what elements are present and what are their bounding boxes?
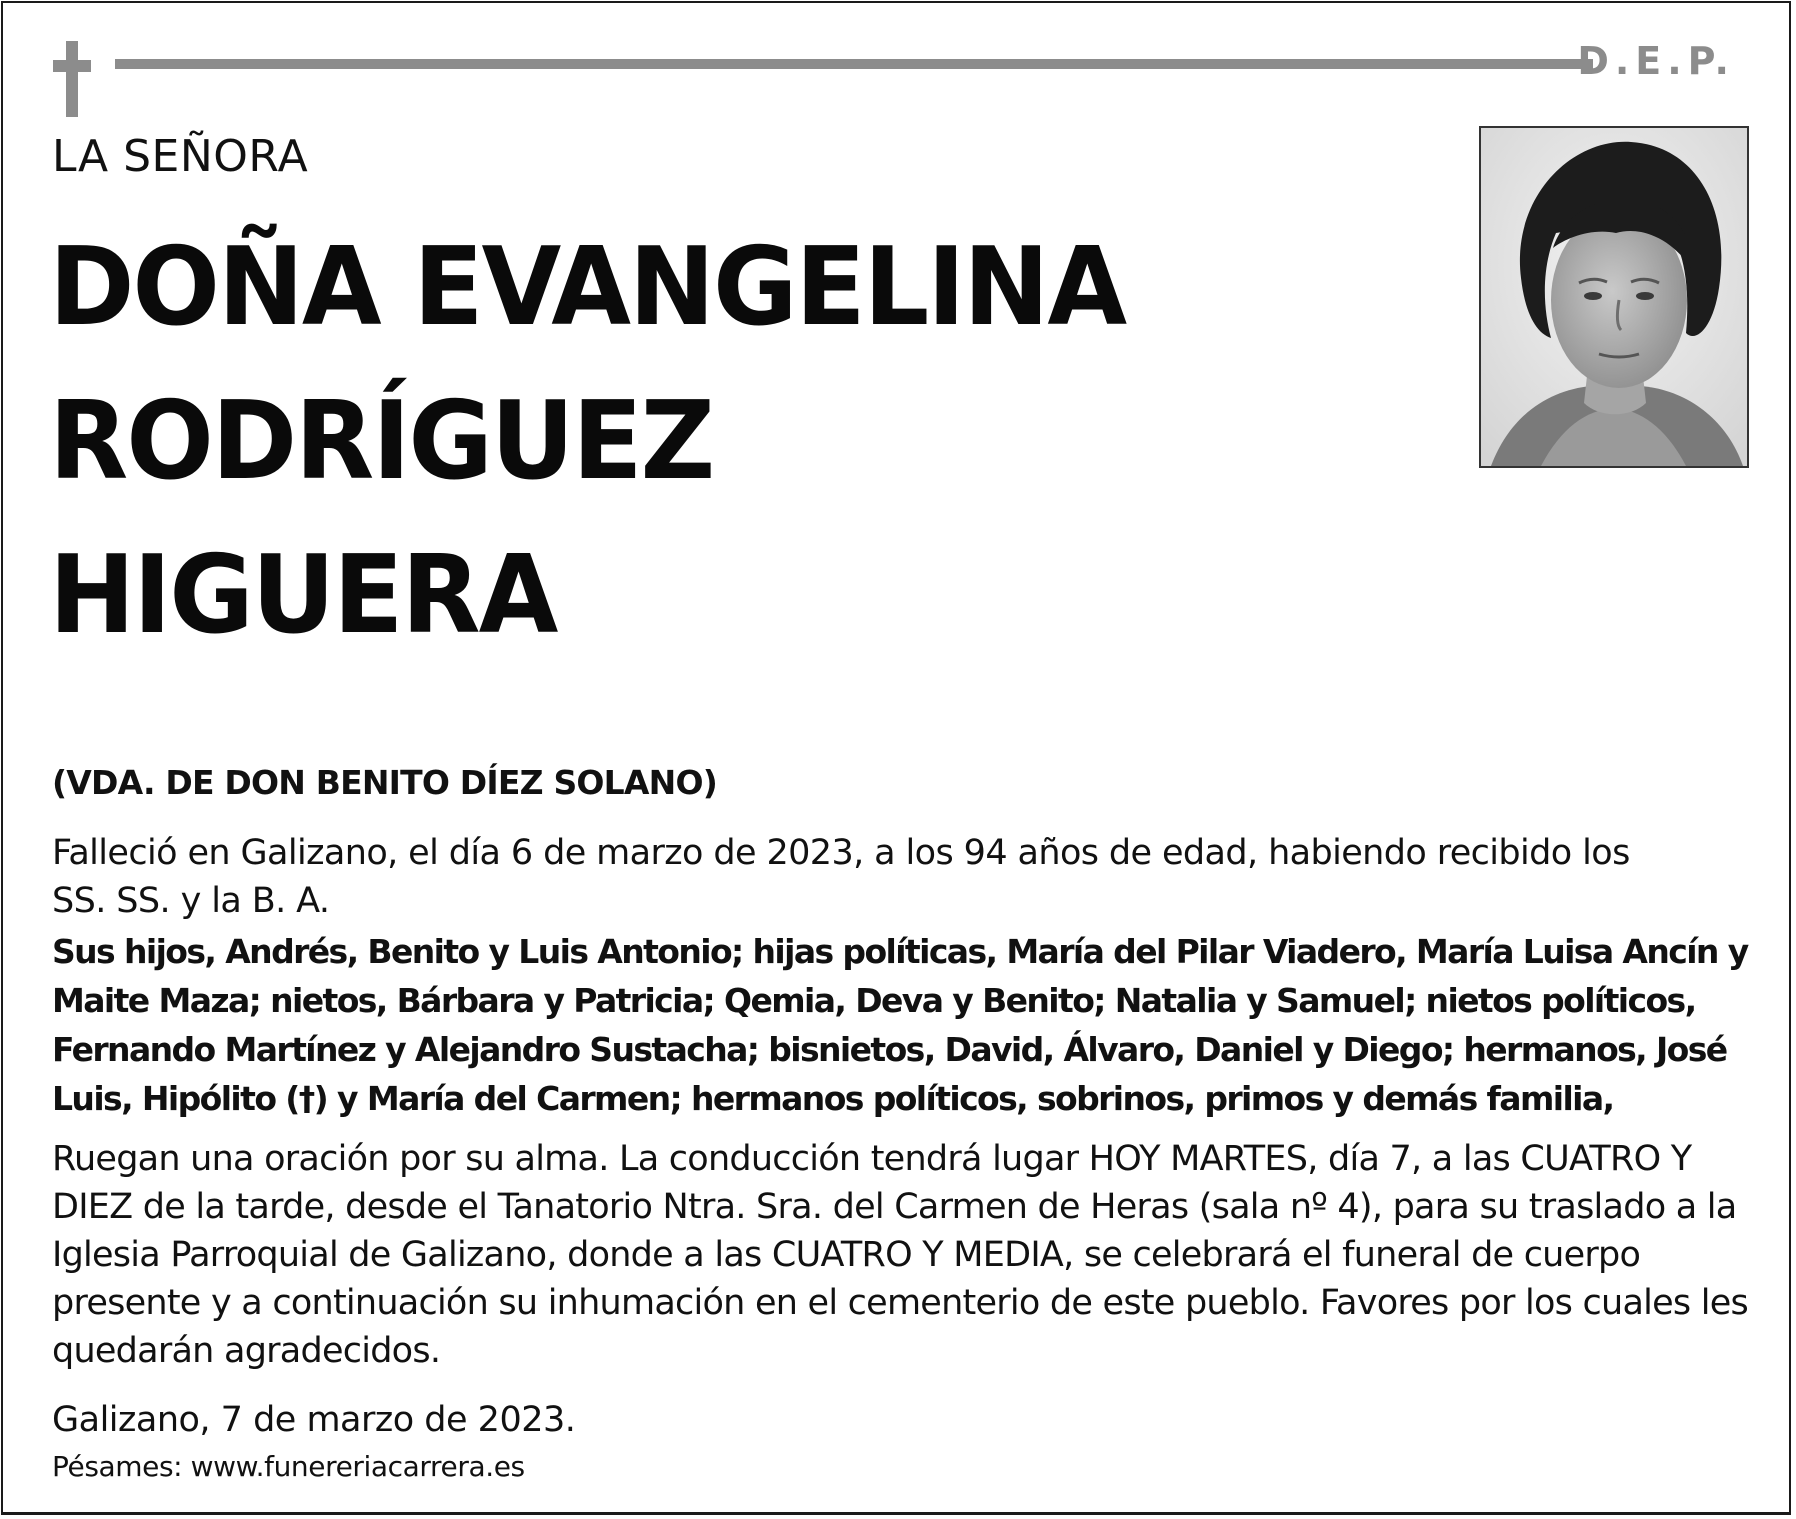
funeral-arrangements: Ruegan una oración por su alma. La conducción tendrá lugar HOY MARTES, día 7, a las CUATRO Y DIEZ de la tarde, desde el Tanatorio Ntra. Sra. del Carmen de Heras (sala nº 4), para su traslado a la Iglesia Parroquial de Galizano, donde a las CUATRO Y MEDIA, se celebrará el funeral de cuerpo presente y a continuación su inhumación en el cementerio de este pueblo. Favores por los cuales les quedarán agradecidos.	[52, 1139, 1749, 1371]
cross-icon	[53, 41, 91, 117]
dep-label: D.E.P.	[1577, 39, 1735, 83]
name-line-2: RODRÍGUEZ	[49, 379, 714, 504]
header-rule	[115, 59, 1593, 69]
obituary-frame	[1, 1, 1791, 1515]
name-line-1: DOÑA EVANGELINA	[49, 225, 1125, 350]
condolences-link[interactable]: Pésames: www.funereriacarrera.es	[52, 1450, 525, 1483]
portrait-photo	[1479, 126, 1749, 468]
place-and-date: Galizano, 7 de marzo de 2023.	[52, 1400, 576, 1440]
death-notice: Falleció en Galizano, el día 6 de marzo de 2023, a los 94 años de edad, habiendo recibido los SS. SS. y la B. A.	[52, 833, 1630, 921]
salutation: LA SEÑORA	[52, 131, 309, 182]
name-line-3: HIGUERA	[49, 533, 557, 658]
widow-note: (VDA. DE DON BENITO DÍEZ SOLANO)	[52, 763, 717, 802]
family-list: Sus hijos, Andrés, Benito y Luis Antonio; hijas políticas, María del Pilar Viadero, María Luisa Ancín y Maite Maza; nietos, Bárbara y Patricia; Qemia, Deva y Benito; Natalia y Samuel; nietos políticos, Fernando Martínez y Alejandro Sustacha; bisnietos, David, Álvaro, Daniel y Diego; hermanos, José Luis, Hipólito (†) y María del Carmen; hermanos políticos, sobrinos, primos y demás familia,	[52, 932, 1748, 1118]
deceased-name	[49, 211, 1554, 673]
